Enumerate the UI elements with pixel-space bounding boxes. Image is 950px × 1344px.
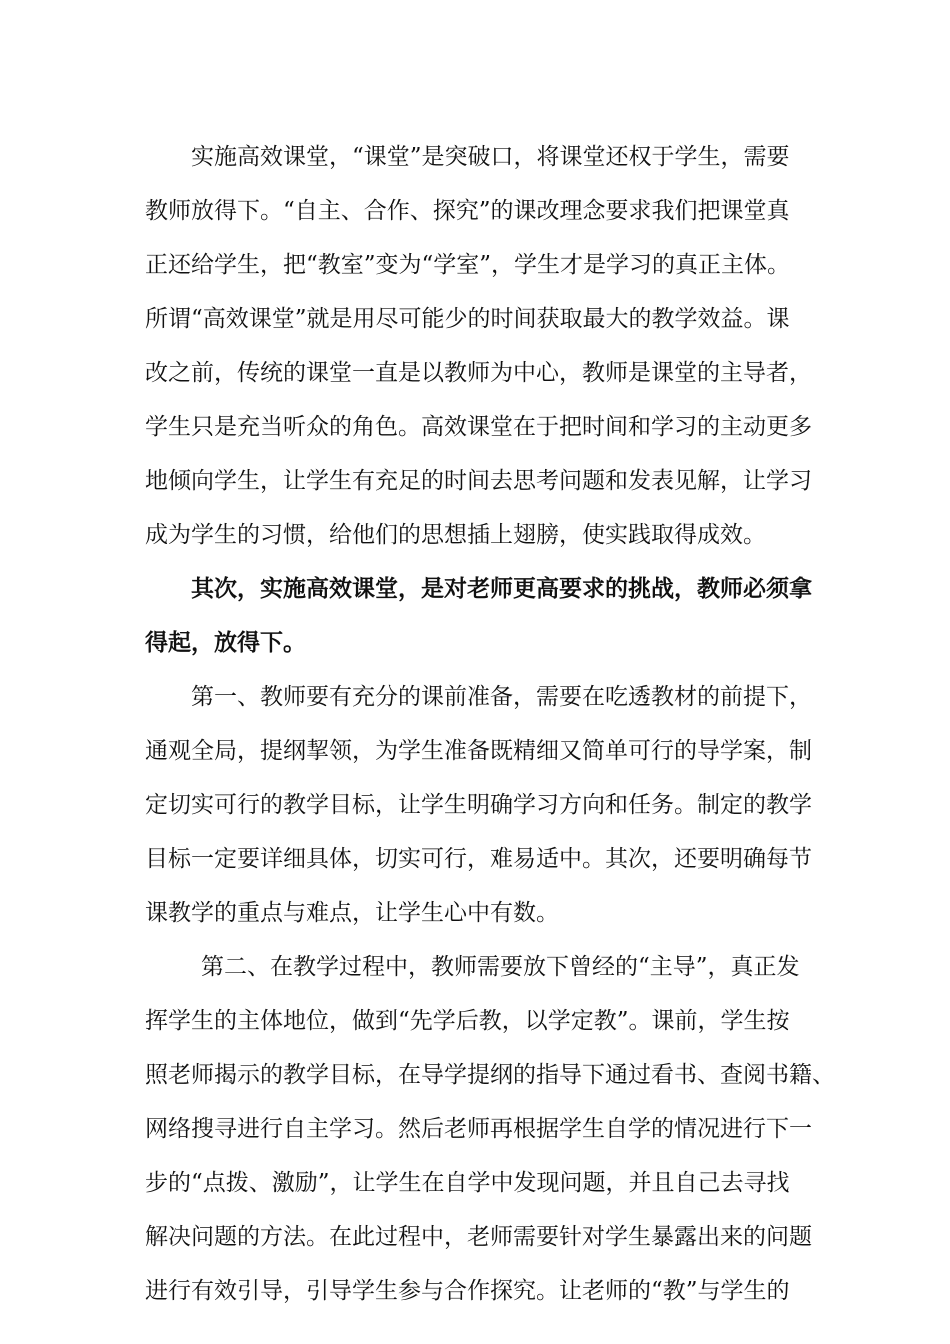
paragraph-p2 bbox=[145, 562, 815, 670]
text-line: 定切实可行的教学目标，让学生明确学习方向和任务。制定的教学 bbox=[145, 792, 812, 818]
text-line: 其次，实施高效课堂，是对老师更高要求的挑战，教师必须拿 bbox=[191, 575, 812, 602]
text-line: 改之前，传统的课堂一直是以教师为中心，教师是课堂的主导者， bbox=[145, 360, 812, 386]
paragraph-p4 bbox=[145, 940, 835, 1318]
text-line: 正还给学生，把“教室”变为“学室”，学生才是学习的真正主体。 bbox=[145, 252, 791, 278]
paragraph-p3 bbox=[145, 670, 815, 940]
text-line: 课教学的重点与难点，让学生心中有数。 bbox=[145, 900, 559, 926]
text-line: 教师放得下。“自主、合作、探究”的课改理念要求我们把课堂真 bbox=[145, 198, 790, 224]
text-line: 解决问题的方法。在此过程中，老师需要针对学生暴露出来的问题 bbox=[145, 1224, 812, 1250]
document-body bbox=[145, 130, 835, 1318]
text-line: 学生只是充当听众的角色。高效课堂在于把时间和学习的主动更多 bbox=[145, 414, 812, 440]
text-line: 第一、教师要有充分的课前准备，需要在吃透教材的前提下， bbox=[191, 684, 812, 710]
text-line: 挥学生的主体地位，做到“先学后教，以学定教”。课前，学生按 bbox=[145, 1008, 790, 1034]
text-line: 目标一定要详细具体，切实可行，难易适中。其次，还要明确每节 bbox=[145, 846, 812, 872]
text-line: 得起，放得下。 bbox=[145, 629, 306, 656]
text-line: 第二、在教学过程中，教师需要放下曾经的“主导”，真正发 bbox=[201, 954, 800, 980]
text-line: 通观全局，提纲挈领，为学生准备既精细又简单可行的导学案，制 bbox=[145, 738, 812, 764]
text-line: 实施高效课堂，“课堂”是突破口，将课堂还权于学生，需要 bbox=[191, 144, 790, 170]
text-line: 地倾向学生，让学生有充足的时间去思考问题和发表见解，让学习 bbox=[145, 468, 812, 494]
text-line: 所谓“高效课堂”就是用尽可能少的时间获取最大的教学效益。课 bbox=[145, 306, 790, 332]
text-line: 照老师揭示的教学目标，在导学提纲的指导下通过看书、查阅书籍、 bbox=[145, 1062, 835, 1088]
text-line: 进行有效引导，引导学生参与合作探究。让老师的“教”与学生的 bbox=[145, 1278, 790, 1304]
text-line: 成为学生的习惯，给他们的思想插上翅膀，使实践取得成效。 bbox=[145, 522, 766, 548]
text-line: 步的“点拨、激励”，让学生在自学中发现问题，并且自己去寻找 bbox=[145, 1170, 790, 1196]
text-line: 网络搜寻进行自主学习。然后老师再根据学生自学的情况进行下一 bbox=[145, 1116, 812, 1142]
paragraph-p1 bbox=[145, 130, 815, 562]
